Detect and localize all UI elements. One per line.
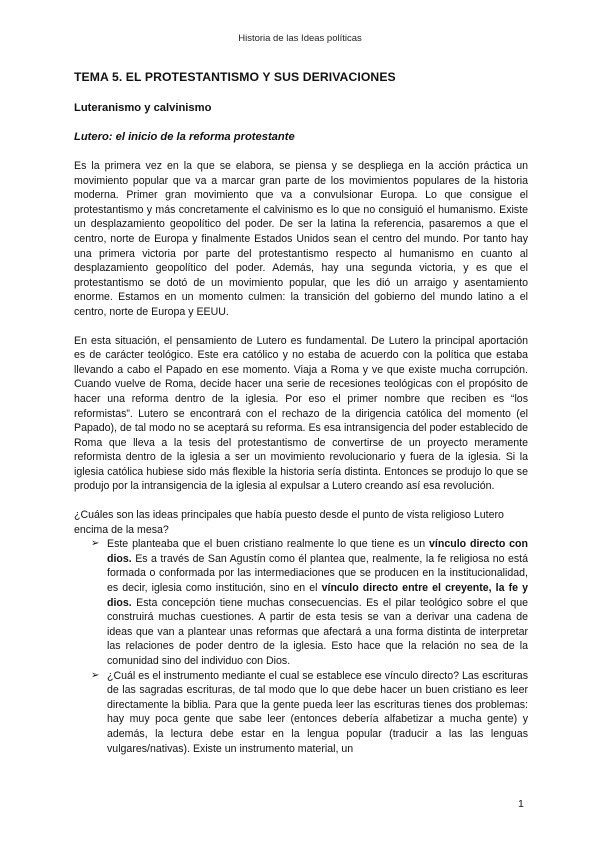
- list-item: ➢ ¿Cuál es el instrumento mediante el cual se establece ese vínculo directo? Las escrituras de las sagradas escrituras, de tal modo que lo que debe hacer un buen cristiano es leer directamente la biblia. Para que la gente pueda leer las escrituras tienes dos problemas: hay muy poca gente que sabe leer (entonces debería alfabetizar a mucha gente) y además, la lectura debe estar en la lengua popular (traducir a las las lenguas vulgares/nativas). Existe un instrumento material, un: [91, 669, 528, 755]
- question-paragraph: ¿Cuáles son las ideas principales que había puesto desde el punto de vista religioso Lutero encima de la mesa?: [74, 509, 504, 536]
- section-heading: Luteranismo y calvinismo: [74, 102, 212, 114]
- paragraph: Es la primera vez en la que se elabora, se piensa y se despliega en la acción práctica un movimiento popular que va a marcar gran parte de los movimientos populares de la historia moderna. Primer gran movimiento que va a convulsionar Europa. Lo que consigue el protestantismo y más concretamente el calvinismo es lo que no consiguió el humanismo. Existe un desplazamiento geopolítico del poder. De ser la latina la referencia, pasaremos a que el centro, norte de Europa y finalmente Estados Unidos sean el centro del mundo. Por tanto hay una primera victoria por parte del protestantismo respecto al humanismo en cuanto al desplazamiento geopolítico del poder. Además, hay una segunda victoria, y es que el protestantismo se dotó de un movimiento popular, que les dió un arraigo y asentamiento enorme. Estamos en un momento culmen: la transición del gobierno del mundo latino a el centro, norte de Europa y EEUU.: [74, 160, 528, 318]
- page-content: [74, 70, 528, 756]
- running-header: Historia de las Ideas políticas: [238, 33, 362, 44]
- list-item: ➢ Este planteaba que el buen cristiano realmente lo que tiene es un vínculo directo con dios. Es a través de San Agustín como él plantea que, realmente, la fe religiosa no está formada o conformada por las intermediaciones que se producen en la institucionalidad, es decir, iglesia como institución, sino en el vínculo directo entre el creyente, la fe y dios. Esta concepción tiene muchas consecuencias. Es el pilar teológico sobre el que construirá muchas cuestiones. A partir de esta tesis se van a derivar una cadena de ideas que van a plantear unas reformas que afectará a una forma distinta de interpretar las relaciones de poder dentro de la iglesia. Esto hace que la relación no sea de la comunidad sino del individuo con Dios.: [91, 538, 528, 667]
- paragraph: En esta situación, el pensamiento de Lutero es fundamental. De Lutero la principal aportación es de carácter teológico. Este era católico y no estaba de acuerdo con la política que estaba llevando a cabo el Papado en ese momento. Viaja a Roma y ve que existe mucha corrupción. Cuando vuelve de Roma, decide hacer una serie de recesiones teológicas con el propósito de hacer una reforma dentro de la iglesia. Por eso el primer nombre que reciben es “los reformistas”. Lutero se encontrará con el rechazo de la dirigencia católica del momento (el Papado), de tal modo no se aceptará su reforma. Es esa intransigencia del poder establecido de Roma que lleva a la tesis del protestantismo de convertirse de un proyecto meramente reformista dentro de la iglesia a ser un movimiento revolucionario y fuera de la iglesia. Si la iglesia católica hubiese sido más flexible la historia sería distinta. Entonces se produjo lo que se produjo por la intransigencia de la iglesia al expulsar a Lutero creando así esa revolución.: [74, 334, 528, 493]
- subsection-heading: Lutero: el inicio de la reforma protestante: [74, 131, 295, 143]
- chapter-title: TEMA 5. EL PROTESTANTISMO Y SUS DERIVACIONES: [74, 70, 396, 84]
- bullet-list: [74, 537, 528, 756]
- arrow-bullet-icon: ➢: [91, 538, 100, 550]
- arrow-bullet-icon: ➢: [91, 669, 100, 681]
- page-number: 1: [518, 798, 524, 810]
